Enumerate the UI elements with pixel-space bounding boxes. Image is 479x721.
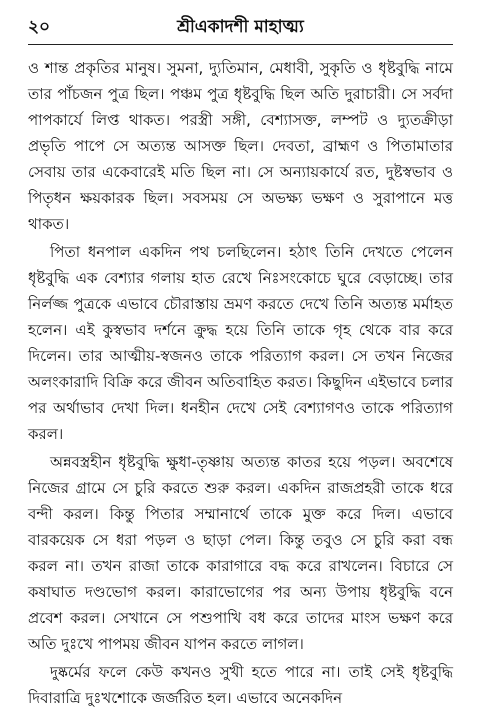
page-body xyxy=(28,55,453,711)
page-header xyxy=(28,14,453,45)
paragraph-2: পিতা ধনপাল একদিন পথ চলছিলেন। হঠাৎ তিনি দেখতে পেলেন ধৃষ্টবুদ্ধি এক বেশ্যার গলায় হাত রেখে নিঃসংকোচে ঘুরে বেড়াচ্ছে। তার নির্লজ্জ পুত্রকে এভাবে চৌরাস্তায় ভ্রমণ করতে দেখে তিনি অত্যন্ত মর্মাহত হলেন। এই কুস্বভাব দর্শনে ক্রুদ্ধ হয়ে তিনি তাকে গৃহ থেকে বার করে দিলেন। তার আত্মীয়-স্বজনও তাকে পরিত্যাগ করল। সে তখন নিজের অলংকারাদি বিক্রি করে জীবন অতিবাহিত করত। কিছুদিন এইভাবে চলার পর অর্থাভাব দেখা দিল। ধনহীন দেখে সেই বেশ্যাগণও তাকে পরিত্যাগ করল। xyxy=(28,243,453,443)
paragraph-4: দুষ্কর্মের ফলে কেউ কখনও সুখী হতে পারে না। তাই সেই ধৃষ্টবুদ্ধি দিবারাত্রি দুঃখশোকে জর্জরিত হল। এভাবে অনেকদিন xyxy=(28,663,453,707)
page-number: ২০ xyxy=(28,17,51,37)
paragraph-1: ও শান্ত প্রকৃতির মানুষ। সুমনা, দ্যুতিমান, মেধাবী, সুকৃতি ও ধৃষ্টবুদ্ধি নামে তার পাঁচজন পুত্র ছিল। পঞ্চম পুত্র ধৃষ্টবুদ্ধি ছিল অতি দুরাচারী। সে সর্বদা পাপকার্যে লিপ্ত থাকত। পরস্ত্রী সঙ্গী, বেশ্যাসক্ত, লম্পট ও দ্যুতক্রীড়া প্রভৃতি পাপে সে অত্যন্ত আসক্ত ছিল। দেবতা, ব্রাহ্মণ ও পিতামাতার সেবায় তার একেবারেই মতি ছিল না। সে অন্যায়কার্যে রত, দুষ্টস্বভাব ও পিতৃধন ক্ষয়কারক ছিল। সবসময় সে অভক্ষ্য ভক্ষণ ও সুরাপানে মত্ত থাকত। xyxy=(28,59,453,233)
paragraph-3: অন্নবস্ত্রহীন ধৃষ্টবুদ্ধি ক্ষুধা-তৃষ্ণায় অত্যন্ত কাতর হয়ে পড়ল। অবশেষে নিজের গ্রামে সে চুরি করতে শুরু করল। একদিন রাজপ্রহরী তাকে ধরে বন্দী করল। কিন্তু পিতার সম্মানার্থে তাকে মুক্ত করে দিল। এভাবে বারকয়েক সে ধরা পড়ল ও ছাড়া পেল। কিন্তু তবুও সে চুরি করা বন্ধ করল না। তখন রাজা তাকে কারাগারে বদ্ধ করে রাখলেন। বিচারে সে কষাঘাত দণ্ডভোগ করল। কারাভোগের পর অন্য উপায় ধৃষ্টবুদ্ধি বনে প্রবেশ করল। সেখানে সে পশুপাখি বধ করে তাদের মাংস ভক্ষণ করে অতি দুঃখে পাপময় জীবন যাপন করতে লাগল। xyxy=(28,453,453,653)
running-title: শ্রীএকাদশী মাহাত্ম্য xyxy=(177,17,304,37)
